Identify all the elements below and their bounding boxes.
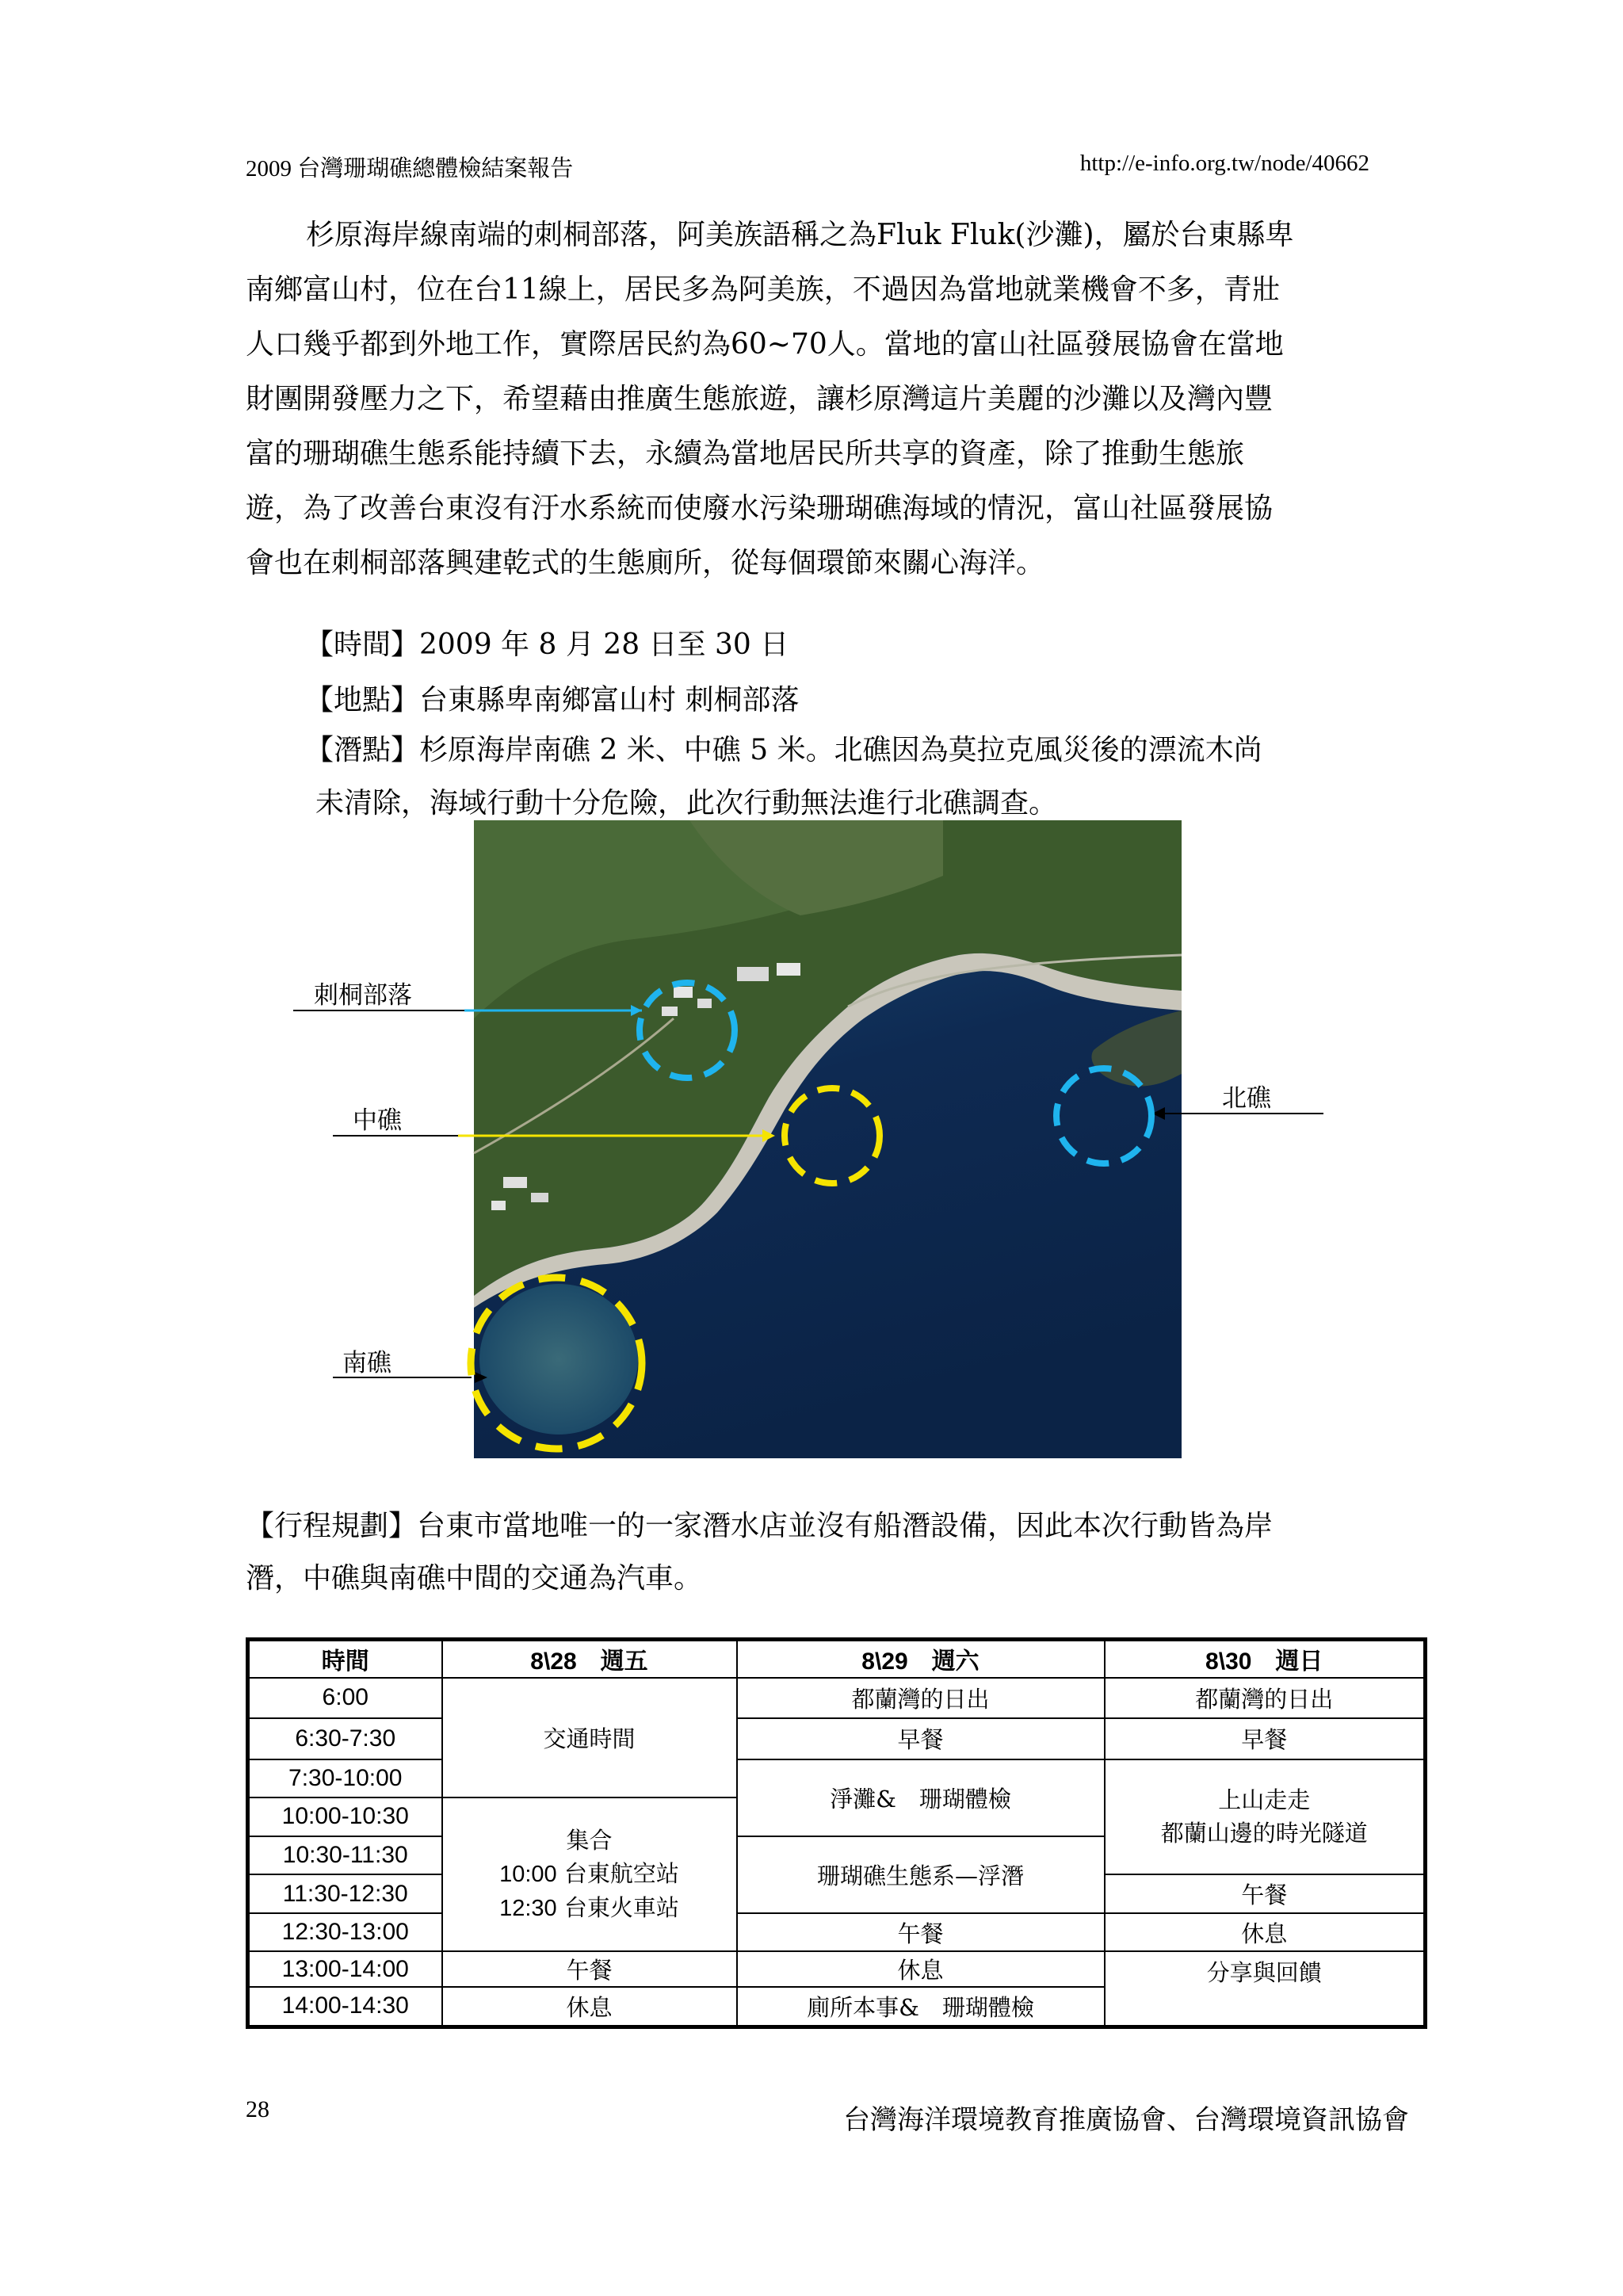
sat-beach-clean: 淨灘& 珊瑚體檢: [737, 1759, 1105, 1836]
label-north-reef: 北礁: [1222, 1084, 1271, 1113]
map-figure: [293, 820, 1323, 1470]
intro-paragraph: [246, 208, 1419, 590]
time-cell: 14:00-14:30: [248, 1987, 442, 2027]
intro-line: 南鄉富山村，位在台11線上，居民多為阿美族，不過因為當地就業機會不多，青壯: [246, 273, 1281, 306]
info-dive-sites: 【潛點】杉原海岸南礁 2 米、中礁 5 米。北礁因為莫拉克風災後的漂流木尚: [305, 734, 1262, 766]
intro-line: 杉原海岸線南端的刺桐部落，阿美族語稱之為Fluk Fluk(沙灘)，屬於台東縣卑: [306, 219, 1294, 251]
intro-line: 遊，為了改善台東沒有汙水系統而使廢水污染珊瑚礁海域的情況，富山社區發展協: [246, 492, 1274, 525]
sat-snorkel: 珊瑚礁生態系—浮潛: [737, 1836, 1105, 1913]
source-url[interactable]: http://e-info.org.tw/node/40662: [1079, 151, 1369, 176]
time-cell: 13:00-14:00: [248, 1951, 442, 1987]
sun-hike-line-2: 都蘭山邊的時光隧道: [1160, 1820, 1368, 1847]
intro-line: 人口幾乎都到外地工作，實際居民約為60~70人。當地的富山社區發展協會在當地: [246, 328, 1284, 361]
sun-rest: 休息: [1105, 1913, 1426, 1952]
time-cell: 11:30-12:30: [248, 1874, 442, 1913]
table-row: [248, 1759, 1426, 1798]
time-cell: 10:00-10:30: [248, 1797, 442, 1836]
dive-site-map: [293, 820, 1323, 1470]
intro-line: 富的珊瑚礁生態系能持續下去，永續為當地居民所共享的資產，除了推動生態旅: [246, 437, 1245, 470]
sun-hike-line-1: 上山走走: [1218, 1786, 1311, 1814]
fri-airport: 10:00 台東航空站: [499, 1860, 679, 1888]
sun-sunrise: 都蘭灣的日出: [1105, 1678, 1426, 1719]
header-fri: 8\28 週五: [442, 1640, 737, 1678]
plan-line-2: 潛，中礁與南礁中間的交通為汽車。: [246, 1562, 703, 1595]
fri-gather-label: 集合: [566, 1827, 613, 1855]
label-south-reef: 南礁: [342, 1349, 391, 1377]
footer-organizations: 台灣海洋環境教育推廣協會、台灣環境資訊協會: [843, 2104, 1409, 2136]
report-title: 2009 台灣珊瑚礁總體檢結案報告: [246, 156, 574, 181]
sat-rest: 休息: [737, 1951, 1105, 1987]
header-sat: 8\29 週六: [737, 1640, 1105, 1678]
sat-sunrise: 都蘭灣的日出: [737, 1678, 1105, 1719]
plan-line-1: 【行程規劃】台東市當地唯一的一家潛水店並沒有船潛設備，因此本次行動皆為岸: [246, 1510, 1274, 1542]
fri-lunch: 午餐: [442, 1951, 737, 1987]
sun-breakfast: 早餐: [1105, 1718, 1426, 1759]
sat-lunch: 午餐: [737, 1913, 1105, 1952]
header-time: 時間: [248, 1640, 442, 1678]
fri-transport: 交通時間: [442, 1678, 737, 1798]
intro-line: 財團開發壓力之下，希望藉由推廣生態旅遊，讓杉原灣這片美麗的沙灘以及灣內豐: [246, 383, 1274, 415]
fri-gathering: [442, 1797, 737, 1951]
label-middle-reef: 中礁: [353, 1106, 402, 1135]
sun-hike: [1105, 1759, 1426, 1875]
intro-line: 會也在刺桐部落興建乾式的生態廁所，從每個環節來關心海洋。: [246, 547, 1045, 579]
schedule-table: [246, 1637, 1427, 2029]
fri-train: 12:30 台東火車站: [499, 1894, 679, 1922]
table-row: [248, 1718, 1426, 1759]
sat-toilet: 廁所本事& 珊瑚體檢: [737, 1987, 1105, 2027]
sun-lunch: 午餐: [1105, 1874, 1426, 1913]
info-place: 【地點】台東縣卑南鄉富山村 刺桐部落: [305, 684, 800, 716]
page-number: 28: [246, 2096, 269, 2122]
table-header-row: [248, 1640, 1426, 1678]
time-cell: 6:30-7:30: [248, 1718, 442, 1759]
table-row: [248, 1913, 1426, 1952]
table-row: [248, 1678, 1426, 1719]
info-time: 【時間】2009 年 8 月 28 日至 30 日: [305, 628, 789, 661]
fri-rest: 休息: [442, 1987, 737, 2027]
info-dive-sites-cont: 未清除，海域行動十分危險，此次行動無法進行北礁調查。: [315, 787, 1058, 819]
time-cell: 12:30-13:00: [248, 1913, 442, 1952]
time-cell: 6:00: [248, 1678, 442, 1719]
label-village: 刺桐部落: [314, 981, 412, 1010]
table-row: [248, 1951, 1426, 1987]
satellite-image: [474, 820, 1182, 1458]
time-cell: 7:30-10:00: [248, 1759, 442, 1798]
time-cell: 10:30-11:30: [248, 1836, 442, 1875]
sun-share: 分享與回饋: [1105, 1951, 1426, 2027]
header-sun: 8\30 週日: [1105, 1640, 1426, 1678]
sat-breakfast: 早餐: [737, 1718, 1105, 1759]
